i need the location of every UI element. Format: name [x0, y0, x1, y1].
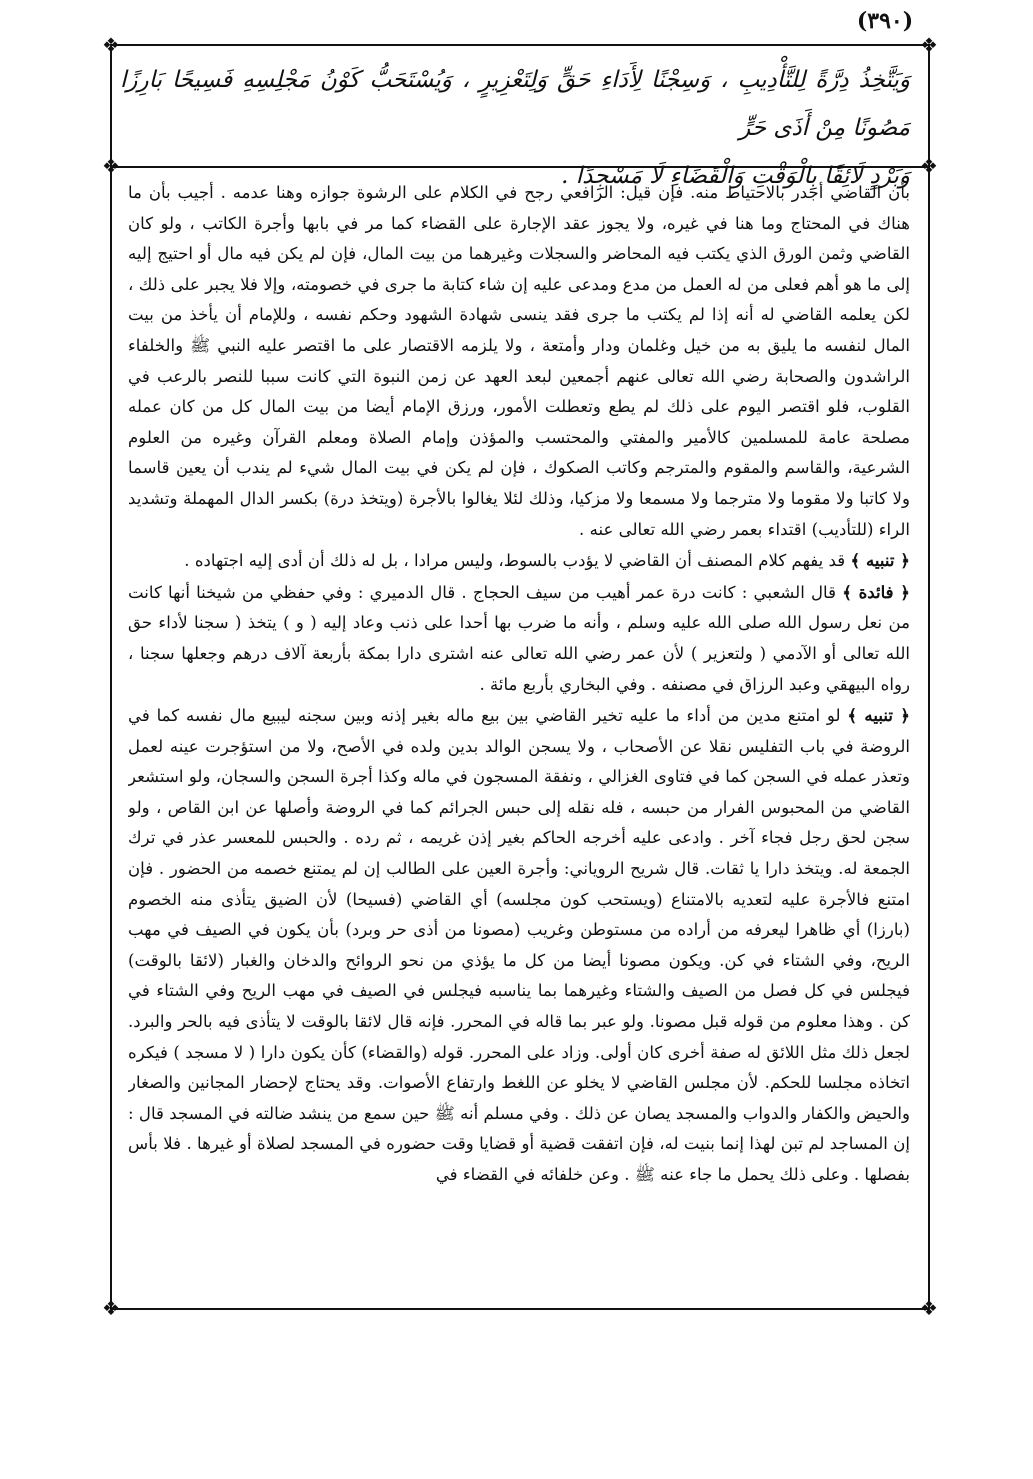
- corner-ornament-icon: ❖: [102, 154, 120, 178]
- bottom-rule: [112, 1308, 930, 1310]
- sharh-paragraph: بأن القاضي أجدر بالاحتياط منه. فإن قيل: الرافعي رجح في الكلام على الرشوة جوازه وهنا عدمه . أجيب بأن ما هناك في المحتاج وما هنا في غيره، ولا يجوز عقد الإجارة على القضاء كما مر في بابها وأجرة الكاتب ، ولو كان القاضي وثمن الورق الذي يكتب فيه المحاضر والسجلات وغيرهما من بيت المال، فإن لم يكن فيه مال أو احتيج إليه إلى ما هو أهم فعلى من له العمل من مدع ومدعى عليه إن شاء كتابة ما جرى في خصومته، وإلا فلا يجبر على ذلك ، لكن يعلمه القاضي له أنه إذا لم يكتب ما جرى فقد ينسى شهادة الشهود وحكم نفسه ، وللإمام أن يأخذ من بيت المال لنفسه ما يليق به من خيل وغلمان ودار وأمتعة ، ولا يلزمه الاقتصار على ما اقتصر عليه النبي ﷺ والخلفاء الراشدون والصحابة رضي الله تعالى عنهم أجمعين لبعد العهد عن زمن النبوة التي كانت سببا للنصر بالرعب في القلوب، فلو اقتصر اليوم على ذلك لم يطع وتعطلت الأمور، ورزق الإمام أيضا من بيت المال كل من كان عمله مصلحة عامة للمسلمين كالأمير والمفتي والمحتسب والمؤذن وإمام الصلاة ومعلم القرآن وغيره من العلوم الشرعية، والقاسم والمقوم والمترجم وكاتب الصكوك ، فإن لم يكن في بيت المال شيء لم يندب أن يعين قاسما ولا كاتبا ولا مقوما ولا مترجما ولا مسمعا ولا مزكيا، وذلك لئلا يغالوا بالأجرة (ويتخذ درة) بكسر الدال المهملة وتشديد الراء (للتأديب) اقتداء بعمر رضي الله تعالى عنه .: [128, 183, 910, 539]
- tanbih-text: لو امتنع مدين من أداء ما عليه تخير القاضي بين بيع ماله بغير إذنه وبين سجنه ليبيع مال نفسه كما في الروضة في باب التفليس نقلا عن الأصحاب ، ولا يسجن الوالد بدين ولده في الأصح، ولا من استؤجرت عينه لعمل وتعذر عمله في السجن كما في فتاوى الغزالي ، ونفقة المسجون في ماله وكذا أجرة السجن والسجان، ولو استشعر القاضي من المحبوس الفرار من حبسه ، فله نقله إلى حبس الجرائم كما في الروضة وأصلها عن ابن القاص ، ولو سجن لحق رجل فجاء آخر . وادعى عليه أخرجه الحاكم بغير إذن غريمه ، ثم رده . والحبس للمعسر عذر في ترك الجمعة له. ويتخذ دارا يا ثقات. قال شريح الروياني: وأجرة العين على الطالب إن لم يمتنع خصمه من الحضور . فإن امتنع فالأجرة عليه لتعديه بالامتناع (ويستحب كون مجلسه) أي القاضي (فسيحا) لأن الضيق يتأذى منه الخصوم (بارزا) أي ظاهرا ليعرفه من أراده من مستوطن وغريب (مصونا من أذى حر وبرد) بأن يكون في الصيف في مهب الريح، وفي الشتاء في كن. ويكون مصونا أيضا من كل ما يؤذي من نحو الروائح والدخان والغبار (لائقا بالوقت) فيجلس في كل فصل من الصيف والشتاء وغيرهما بما يناسبه فيجلس في الصيف في مهب الريح وفي الشتاء في كن . وهذا معلوم من قوله قبل مصونا. ولو عبر بما قاله في المحرر. فإنه قال لائقا بالوقت لا يتأذى فيه بالحر والبرد. لجعل ذلك مثل اللائق له صفة أخرى كان أولى. وزاد على المحرر. قوله (والقضاء) كأن يكون دارا ( لا مسجد ) فيكره اتخاذه مجلسا للحكم. لأن مجلس القاضي لا يخلو عن اللغط وارتفاع الأصوات. وقد يحتاج لإحضار المجانين والصغار والحيض والكفار والدواب والمسجد يصان عن ذلك . وفي مسلم أنه ﷺ حين سمع من ينشد ضالته في المسجد قال : إن المساجد لم تبن لهذا إنما بنيت له، فإن اتفقت قضية أو قضايا وقت حضوره في المسجد لصلاة أو غيرها . فلا بأس بفصلها . وعلى ذلك يحمل ما جاء عنه ﷺ . وعن خلفائه في القضاء في: [128, 706, 910, 1184]
- faida-label: ﴿ فائدة ﴾: [842, 581, 910, 602]
- faida-text: قال الشعبي : كانت درة عمر أهيب من سيف الحجاج . قال الدميري : وفي حفظي من شيخنا أنها كانت من نعل رسول الله صلى الله عليه وسلم ، وأنه ما ضرب بها أحدا على ذنب وعاد إليه ( و ) يتخذ ( سجنا لأداء حق الله تعالى أو الآدمي ( ولتعزير ) لأن عمر رضي الله تعالى عنه اشترى دارا بمكة بأربعة آلاف درهم وجعلها سجنا ، رواه البيهقي وعبد الرزاق في مصنفه . وفي البخاري بأربع مائة .: [128, 582, 910, 694]
- tanbih-paragraph: [128, 700, 910, 1191]
- corner-ornament-icon: ❖: [920, 154, 938, 178]
- tanbih-label: ﴿ تنبيه ﴾: [847, 705, 910, 726]
- corner-ornament-icon: ❖: [102, 1296, 120, 1320]
- corner-ornament-icon: ❖: [102, 33, 120, 57]
- matn-line: وَيَتَّخِذُ دِرَّةً لِلتَّأْدِيبِ ، وَسِجْنًا لِأَدَاءِ حَقٍّ وَلِتَعْزِيرٍ ، وَيُسْتَحَبُّ كَوْنُ مَجْلِسِهِ فَسِيحًا بَارِزًا مَصُونًا مِنْ أَذَى حَرٍّ: [120, 67, 910, 141]
- faida-paragraph: [128, 577, 910, 700]
- corner-ornament-icon: ❖: [920, 1296, 938, 1320]
- left-border-rule: [110, 44, 112, 1310]
- tanbih-paragraph: [128, 545, 910, 577]
- tanbih-text: قد يفهم كلام المصنف أن القاضي لا يؤدب بالسوط، وليس مرادا ، بل له ذلك أن أدى إليه اجتهاده .: [184, 551, 846, 571]
- matn-line: وَبَرْدٍ لَائِقًا بِالْوَقْتِ وَالْقَضَاءِ لَا مَسْجِدًا .: [561, 163, 910, 189]
- page-number: (٣٩٠): [856, 8, 914, 34]
- sharh-text: [128, 178, 910, 1283]
- top-rule: [112, 44, 930, 46]
- right-border-rule: [928, 44, 930, 1310]
- tanbih-label: ﴿ تنبيه ﴾: [850, 550, 910, 571]
- corner-ornament-icon: ❖: [920, 33, 938, 57]
